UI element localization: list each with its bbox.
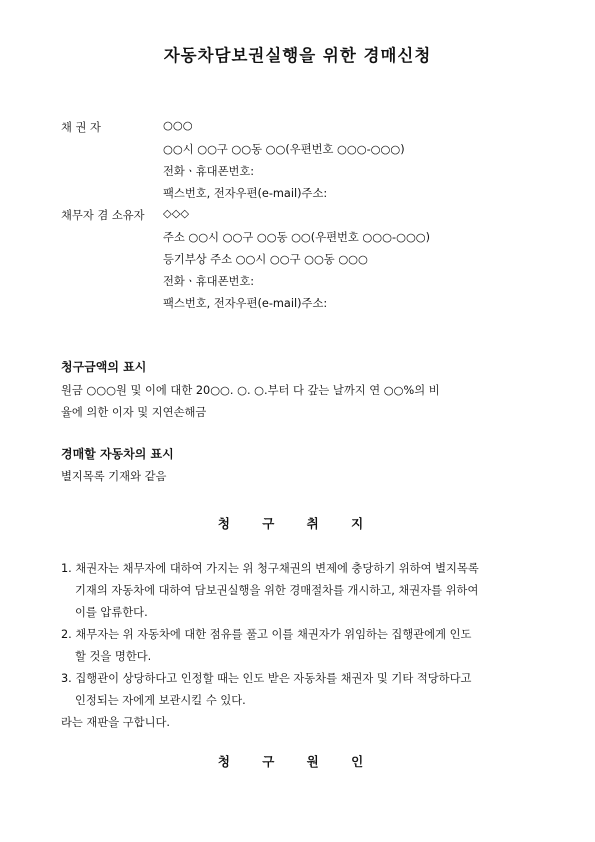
document-title: 자동차담보권실행을 위한 경매신청 (163, 46, 432, 65)
purpose-item-3-line-2: 인정되는 자에게 보관시킬 수 있다. (75, 694, 246, 707)
purpose-item-1-line-2: 기재의 자동차에 대하여 담보권실행을 위한 경매절차를 개시하고, 채권자를 위하여 (75, 584, 479, 597)
purpose-closing: 라는 재판을 구합니다. (61, 716, 170, 729)
claim-amount-line-1: 원금 ○○○원 및 이에 대한 20○○. ○. ○.부터 다 갚는 날까지 연 ○○%의 비 (61, 384, 440, 397)
creditor-phone: 전화ㆍ휴대폰번호: (163, 165, 255, 178)
purpose-item-2-line-2: 할 것을 명한다. (75, 650, 152, 663)
claim-amount-heading: 청구금액의 표시 (61, 360, 147, 374)
debtor-registry-address: 등기부상 주소 ○○시 ○○구 ○○동 ○○○ (163, 253, 368, 266)
purpose-item-2-line-1: 2. 채무자는 위 자동차에 대한 점유를 풀고 이를 채권자가 위임하는 집행관에게 인도 (61, 628, 472, 641)
debtor-fax: 팩스번호, 전자우편(e-mail)주소: (163, 297, 328, 310)
creditor-label: 채 권 자 (61, 121, 101, 134)
purpose-item-1-line-3: 이를 압류한다. (75, 606, 148, 619)
vehicle-text: 별지목록 기재와 같음 (61, 470, 167, 483)
creditor-name: ○○○ (163, 119, 193, 132)
claim-amount-line-2: 율에 의한 이자 및 지연손해금 (61, 406, 207, 419)
creditor-address: ○○시 ○○구 ○○동 ○○(우편번호 ○○○-○○○) (163, 143, 405, 156)
debtor-name: ◇◇◇ (163, 207, 190, 220)
purpose-item-1-line-1: 1. 채권자는 채무자에 대하여 가지는 위 청구채권의 변제에 충당하기 위하여 별지목록 (61, 562, 479, 575)
vehicle-heading: 경매할 자동차의 표시 (61, 447, 174, 461)
purpose-item-3-line-1: 3. 집행관이 상당하다고 인정할 때는 인도 받은 자동차를 채권자 및 기타 적당하다고 (61, 672, 472, 685)
cause-heading: 청 구 원 인 (217, 754, 378, 769)
debtor-label: 채무자 겸 소유자 (61, 209, 145, 222)
debtor-phone: 전화ㆍ휴대폰번호: (163, 275, 255, 288)
purpose-heading: 청 구 취 지 (217, 516, 378, 531)
creditor-fax: 팩스번호, 전자우편(e-mail)주소: (163, 187, 328, 200)
debtor-address: 주소 ○○시 ○○구 ○○동 ○○(우편번호 ○○○-○○○) (163, 231, 431, 244)
